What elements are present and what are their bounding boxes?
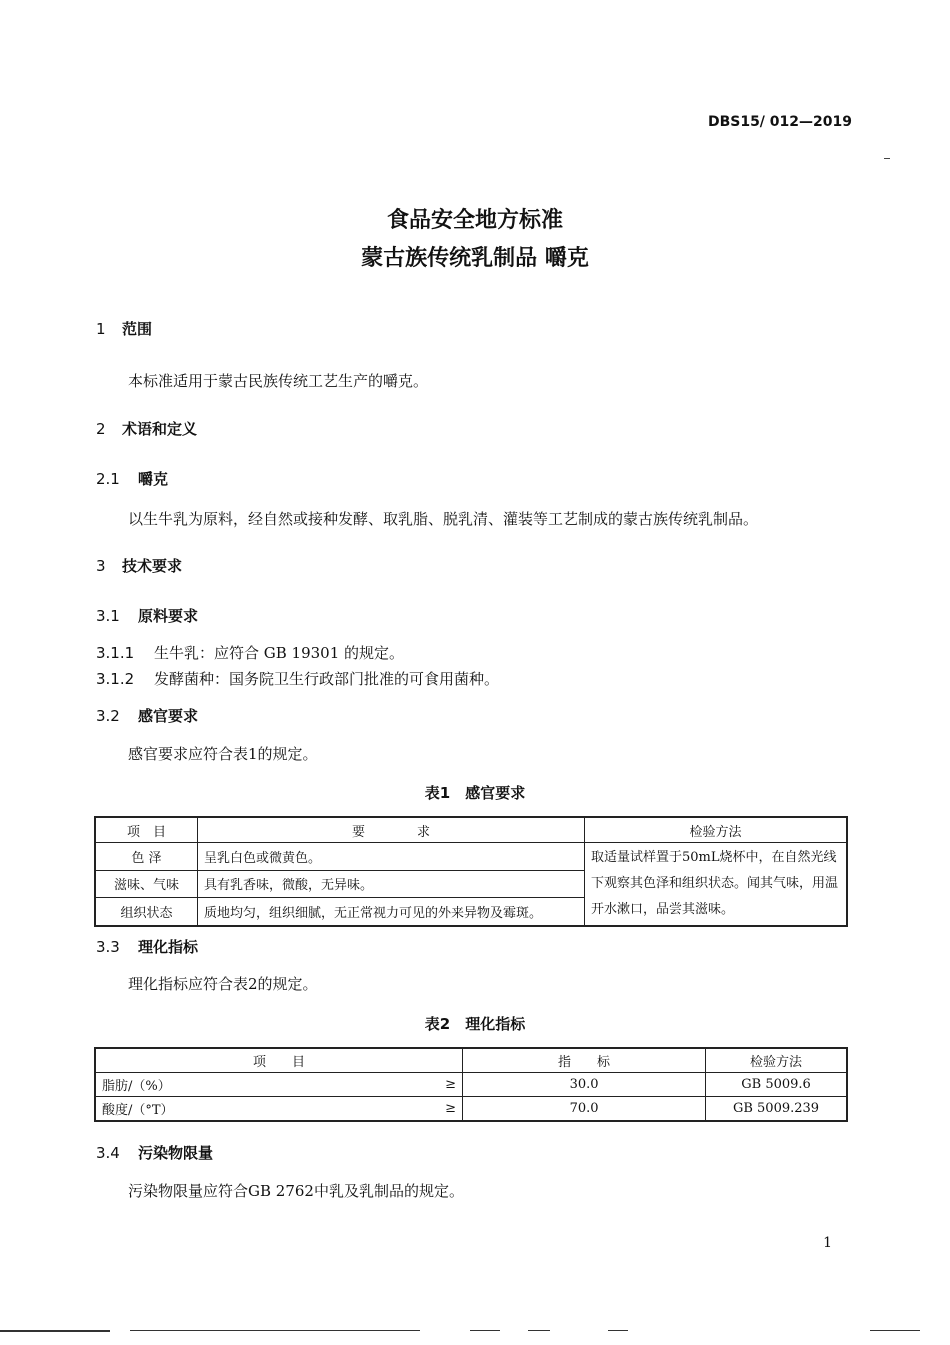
document-code: DBS15/ 012—2019 <box>707 114 852 130</box>
header-item: 项 目 <box>95 1048 463 1073</box>
table-header-row <box>95 1048 847 1073</box>
section-title: 术语和定义 <box>122 420 198 438</box>
section-number: 2 <box>96 420 106 438</box>
section-title: 技术要求 <box>122 557 183 575</box>
section-title: 原料要求 <box>138 607 199 625</box>
row-method: GB 5009.239 <box>706 1097 847 1122</box>
page-number: 1 <box>823 1235 832 1251</box>
table-2-physicochemical <box>94 1047 848 1122</box>
margin-mark <box>884 158 890 159</box>
table-1-caption: 表1 感官要求 <box>424 784 526 802</box>
title-line-1: 食品安全地方标准 <box>386 208 563 233</box>
header-method: 检验方法 <box>585 817 848 843</box>
row-value: 70.0 <box>463 1097 706 1122</box>
row-value: 30.0 <box>463 1073 706 1097</box>
scan-edge-line <box>528 1330 550 1331</box>
section-3-heading <box>96 555 182 576</box>
section-3-4-heading <box>96 1142 213 1163</box>
item-number: 3.1.2 <box>96 670 135 688</box>
section-3-3-heading <box>96 936 198 957</box>
row-operator: ≥ <box>430 1097 463 1122</box>
table-1-sensory <box>94 816 848 927</box>
row-item: 色 泽 <box>95 843 198 871</box>
row-requirement: 质地均匀，组织细腻，无正常视力可见的外来异物及霉斑。 <box>198 898 585 926</box>
row-operator: ≥ <box>430 1073 463 1097</box>
row-item: 脂肪/（%） <box>95 1073 430 1097</box>
section-number: 1 <box>96 320 106 338</box>
scan-edge-line <box>130 1330 420 1331</box>
section-3-3-text: 理化指标应符合表2的规定。 <box>128 975 318 993</box>
section-number: 3.1 <box>96 607 120 625</box>
section-3-2-heading <box>96 705 198 726</box>
scan-edge-line <box>0 1330 110 1332</box>
section-1-heading <box>96 318 152 339</box>
table-2-caption: 表2 理化指标 <box>424 1015 526 1033</box>
section-3-1-heading <box>96 605 198 626</box>
item-number: 3.1.1 <box>96 644 135 662</box>
header-item: 项 目 <box>95 817 198 843</box>
header-method: 检验方法 <box>706 1048 847 1073</box>
section-number: 2.1 <box>96 470 120 488</box>
section-title: 范围 <box>122 320 153 338</box>
header-requirement: 要 求 <box>198 817 585 843</box>
row-method: GB 5009.6 <box>706 1073 847 1097</box>
section-number: 3.4 <box>96 1144 120 1162</box>
section-2-1-heading <box>96 468 168 489</box>
scan-edge-line <box>870 1330 920 1331</box>
row-requirement: 呈乳白色或微黄色。 <box>198 843 585 871</box>
section-number: 3.3 <box>96 938 120 956</box>
section-title: 嚼克 <box>138 470 169 488</box>
section-title: 理化指标 <box>138 938 199 956</box>
scan-edge-line <box>608 1330 628 1331</box>
title-line-2: 蒙古族传统乳制品 嚼克 <box>361 246 589 271</box>
row-item: 滋味、气味 <box>95 870 198 898</box>
row-item: 组织状态 <box>95 898 198 926</box>
row-requirement: 具有乳香味，微酸，无异味。 <box>198 870 585 898</box>
section-title: 感官要求 <box>138 707 199 725</box>
section-3-2-text: 感官要求应符合表1的规定。 <box>128 745 318 763</box>
row-item: 酸度/（°T） <box>95 1097 430 1122</box>
section-3-1-1 <box>96 642 404 663</box>
header-value: 指 标 <box>463 1048 706 1073</box>
section-1-text: 本标准适用于蒙古民族传统工艺生产的嚼克。 <box>128 372 429 390</box>
table-header-row <box>95 817 847 843</box>
section-3-4-text: 污染物限量应符合GB 2762中乳及乳制品的规定。 <box>128 1182 464 1200</box>
method-cell: 取适量试样置于50mL烧杯中，在自然光线下观察其色泽和组织状态。闻其气味，用温开水漱口，品尝其滋味。 <box>585 843 848 927</box>
section-number: 3 <box>96 557 106 575</box>
section-number: 3.2 <box>96 707 120 725</box>
scan-edge-line <box>470 1330 500 1331</box>
table-row <box>95 1097 847 1122</box>
section-3-1-2 <box>96 668 499 689</box>
section-2-1-text: 以生牛乳为原料，经自然或接种发酵、取乳脂、脱乳清、灌装等工艺制成的蒙古族传统乳制品。 <box>128 510 759 528</box>
table-row <box>95 843 847 871</box>
section-title: 污染物限量 <box>138 1144 214 1162</box>
table-row <box>95 1073 847 1097</box>
section-2-heading <box>96 418 197 439</box>
item-text: 生牛乳：应符合 GB 19301 的规定。 <box>154 644 405 662</box>
item-text: 发酵菌种：国务院卫生行政部门批准的可食用菌种。 <box>154 670 500 688</box>
